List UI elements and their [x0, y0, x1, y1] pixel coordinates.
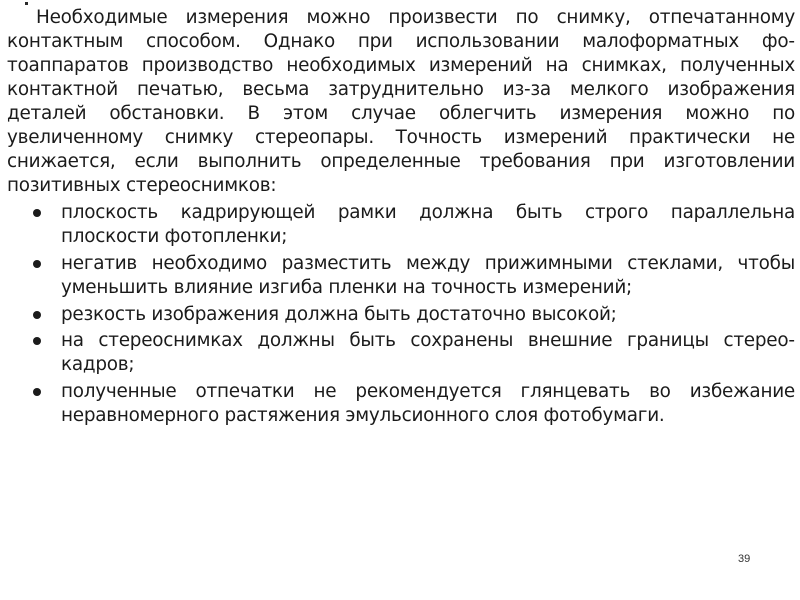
requirements-list	[7, 201, 795, 428]
list-item	[7, 252, 795, 300]
list-item	[7, 380, 795, 428]
bullet-icon	[33, 337, 41, 345]
bullet-icon	[33, 311, 41, 319]
list-item	[7, 201, 795, 249]
list-item-text: резкость изображения должна быть достаточно высокой;	[61, 303, 617, 325]
list-item-text: плоскость кадрирующей рамки должна быть строго параллельна плоскости фотопленки;	[61, 202, 795, 247]
list-item-text: негатив необходимо разместить между прижимными стеклами, чтобы уменьшить влияние изгиба пленки на точность измерений;	[61, 252, 795, 298]
list-item-text: на стереоснимках должны быть сохранены внешние границы стереокадров;	[61, 330, 795, 376]
list-item	[7, 329, 795, 377]
bullet-icon	[33, 388, 41, 396]
document-text	[7, 6, 795, 431]
intro-paragraph: Необходимые измерения можно произвести по снимку, отпечатанному контактным способом. Однако при использовании малоформатных фотоаппаратов производство необходимых измерений на снимках, полученных контактной печатью, весьма затруднительно из-за мелкого изображения деталей обстановки. В этом случае облегчить измерения можно по увеличенному снимку стереопары. Точность измерений практически не снижается, если выполнить определенные требования при изготовлении позитивных стереоснимков:	[7, 7, 795, 196]
page-number: 39	[738, 553, 751, 565]
bullet-icon	[33, 209, 41, 217]
list-item	[7, 303, 795, 327]
list-item-text: полученные отпечатки не рекомендуется глянцевать во избежание неравномерного растяжения эмульсионного слоя фотобумаги.	[61, 381, 795, 427]
bullet-icon	[33, 260, 41, 268]
scan-speck	[25, 2, 28, 5]
